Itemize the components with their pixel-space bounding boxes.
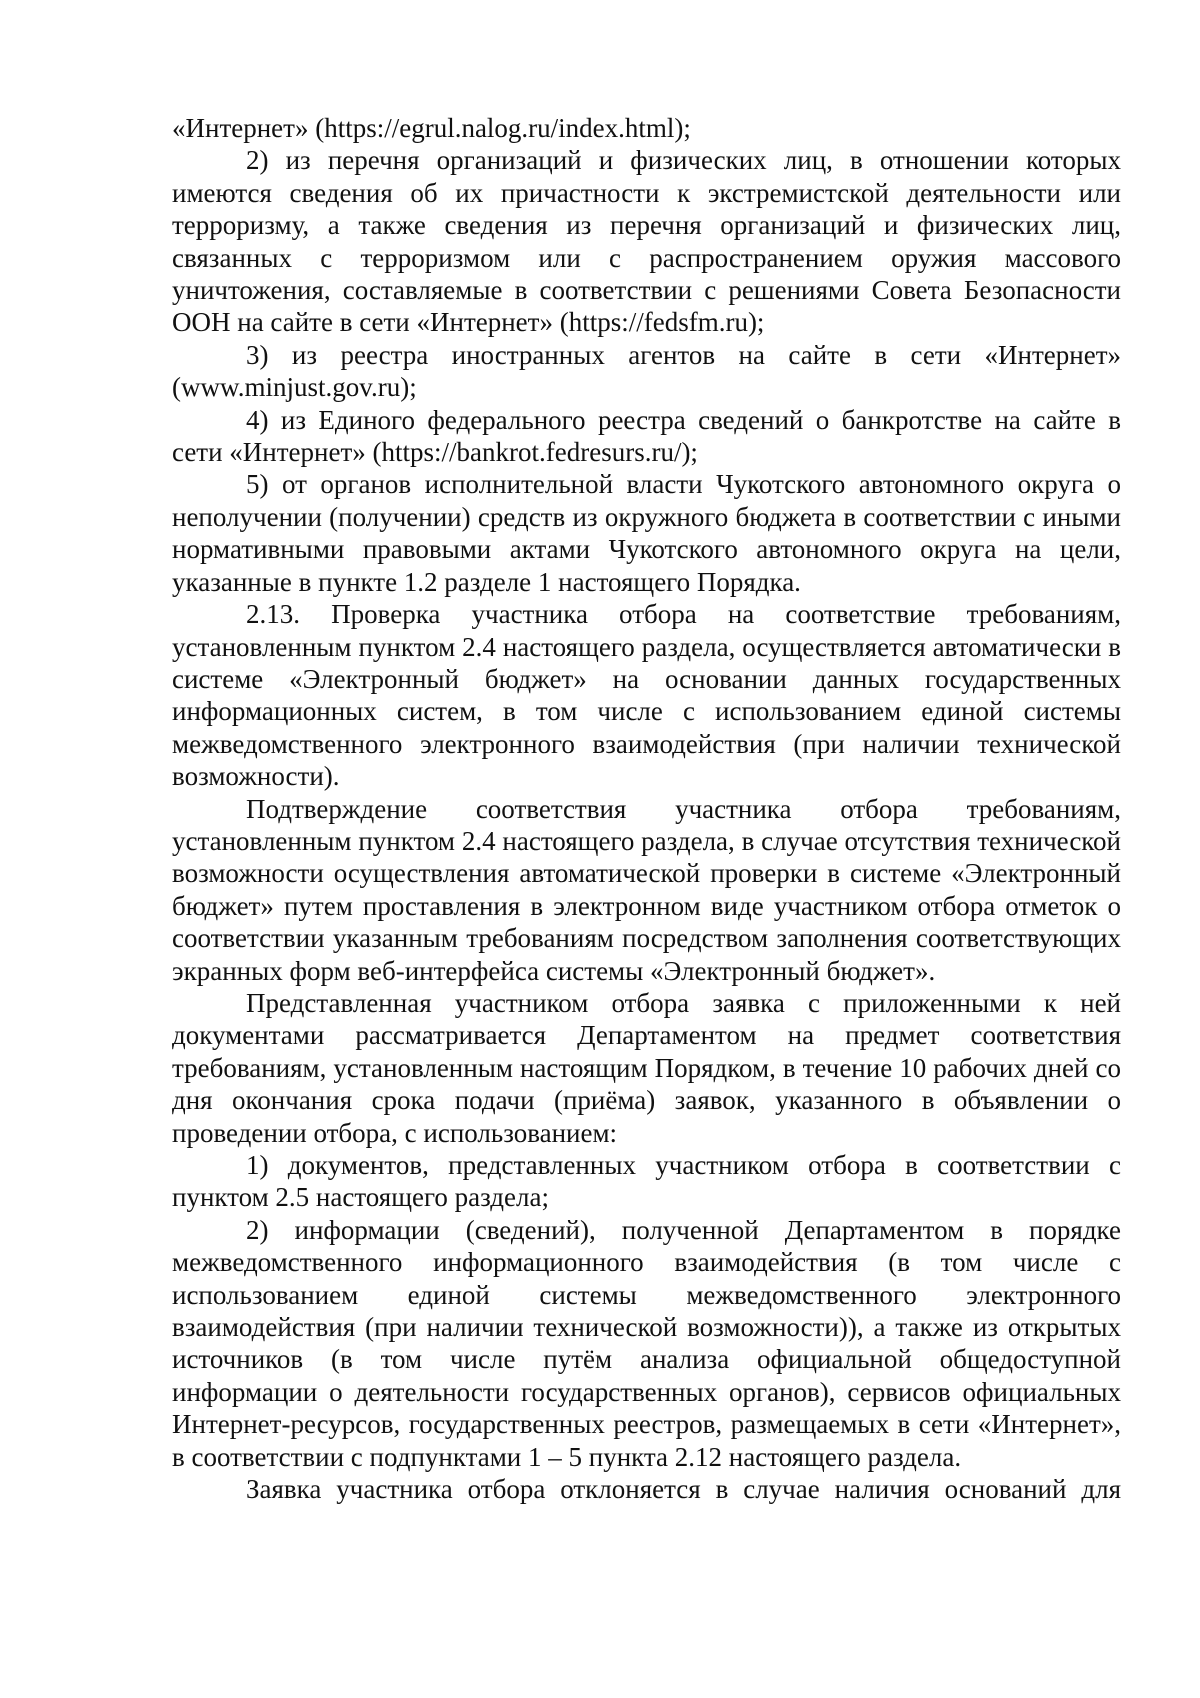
paragraph-item-2-extremism-list: 2) из перечня организаций и физических лиц, в отношении которых имеются сведения об их причастности к экстремистской деятельности или терроризму, а также сведения из перечня организаций и физических лиц, связанных с терроризмом или с распространением оружия массового уничтожения, составляемые в соответствии с решениями Совета Безопасности ООН на сайте в сети «Интернет» (https://fedsfm.ru);: [172, 145, 1121, 338]
paragraph-egrul-continuation: «Интернет» (https://egrul.nalog.ru/index.html);: [172, 113, 691, 143]
paragraph-item-3-foreign-agents: 3) из реестра иностранных агентов на сайте в сети «Интернет» (www.minjust.gov.ru);: [172, 339, 1121, 403]
paragraph-item-5-executive-authorities: 5) от органов исполнительной власти Чукотского автономного округа о неполучении (получении) средств из окружного бюджета в соответствии с иными нормативными правовыми актами Чукотского автономного округа на цели, указанные в пункте 1.2 разделе 1 настоящего Порядка.: [172, 469, 1121, 597]
document-page: [172, 112, 1121, 1505]
paragraph-review-item-2: 2) информации (сведений), полученной Департаментом в порядке межведомственного информационного взаимодействия (в том числе с использованием единой системы межведомственного электронного взаимодействия (при наличии технической возможности)), а также из открытых источников (в том числе путём анализа официальной общедоступной информации о деятельности государственных органов), сервисов официальных Интернет-ресурсов, государственных реестров, размещаемых в сети «Интернет», в соответствии с подпунктами 1 – 5 пункта 2.12 настоящего раздела.: [172, 1214, 1121, 1472]
paragraph-review-item-1: 1) документов, представленных участником отбора в соответствии с пунктом 2.5 настоящего раздела;: [172, 1150, 1121, 1213]
paragraph-item-4-bankruptcy-registry: 4) из Единого федерального реестра сведений о банкротстве на сайте в сети «Интернет» (https://bankrot.fedresurs.ru/);: [172, 404, 1121, 468]
paragraph-application-review: Представленная участником отбора заявка с приложенными к ней документами рассматривается Департаментом на предмет соответствия требованиям, установленным настоящим Порядком, в течение 10 рабочих дней со дня окончания срока подачи (приёма) заявок, указанного в объявлении о проведении отбора, с использованием:: [172, 987, 1121, 1148]
paragraph-section-2-13: 2.13. Проверка участника отбора на соответствие требованиям, установленным пунктом 2.4 настоящего раздела, осуществляется автоматически в системе «Электронный бюджет» на основании данных государственных информационных систем, в том числе с использованием единой системы межведомственного электронного взаимодействия (при наличии технической возможности).: [172, 599, 1121, 792]
paragraph-confirmation: Подтверждение соответствия участника отбора требованиям, установленным пунктом 2.4 настоящего раздела, в случае отсутствия технической возможности осуществления автоматической проверки в системе «Электронный бюджет» путем проставления в электронном виде участником отбора отметок о соответствии указанным требованиям посредством заполнения соответствующих экранных форм веб-интерфейса системы «Электронный бюджет».: [172, 793, 1121, 986]
paragraph-rejection: Заявка участника отбора отклоняется в случае наличия оснований для: [246, 1474, 1121, 1505]
